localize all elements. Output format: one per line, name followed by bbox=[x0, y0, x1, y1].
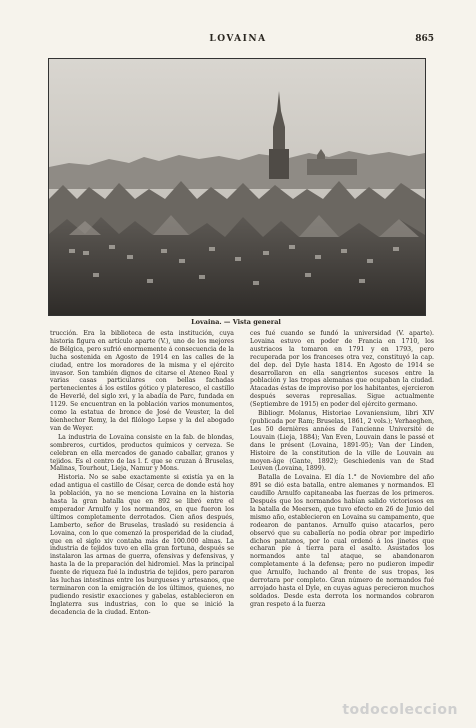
page-number: 865 bbox=[415, 34, 434, 44]
city-photograph bbox=[48, 58, 426, 316]
watermark: todocoleccion bbox=[342, 702, 458, 718]
photo-caption: Lovaina. — Vista general bbox=[191, 318, 281, 326]
paragraph: trucción. Era la biblioteca de esta institución, cuya historia figura en artículo aparte (V.), uno de los mejores de Bélgica, pero sufrió enormemente á consecuencia de la lucha sostenida en Agosto de 1914 en las calles de la ciudad, entre los moradores de la misma y el ejército invasor. Son también dignos de citarse el Ateneo Real y varias casas particulares con bellas fachadas pertenecientes á los estilos gótico y plateresco, el castillo de Heverlé, del siglo xvi, y la abadía de Parc, fundada en 1129. Se encuentran en la población varios monumentos, como la estatua de bronce de José de Veuster, la del bienhechor Remy, la del filólogo Lepse y la del abogado van de Weyer. bbox=[50, 330, 234, 432]
running-header bbox=[42, 34, 434, 48]
running-title: LOVAINA bbox=[209, 34, 267, 44]
paragraph: Historia. No se sabe exactamente si existía ya en la edad antigua el castillo de César, cerca de donde está hoy la población, ya no se menciona Lovaina en la historia hasta la gran batalla que en 892 se libró entre el emperador Arnulfo y los normandos, en que fueron los últimos completamente derrotados. Cien años después, Lamberto, señor de Bruselas, trasladó su residencia á Lovaina, con lo que comenzó la prosperidad de la ciudad, que en el siglo xiv contaba más de 100.000 almas. La industria de tejidos tuvo en ella gran fortuna, después se instalaron las armas de guerra, ofensivas y defensivas, y hasta la de la preparación del hidromiel. Mas la principal fuente de riqueza fué la industria de tejidos, pero pararon las luchas intestinas entre los burgueses y artesanos, que terminaron con la emigración de los últimos, quienes, no pudiendo resistir exacciones y gabelas, establecieron en Inglaterra sus industrias, con lo que se inició la decadencia de la ciudad. Enton- bbox=[50, 474, 234, 616]
right-text-column bbox=[250, 330, 434, 610]
paragraph: La industria de Lovaina consiste en la fab. de blondas, sombreros, curtidos, productos químicos y cerveza. Se celebran en ella mercados de ganado caballar, granos y tejidos. Es el centro de las l. f. que se cruzan á Bruselas, Malinas, Tourhout, Lieja, Namur y Mons. bbox=[50, 433, 234, 473]
paragraph: ces fué cuando se fundó la universidad (V. aparte). Lovaina estuvo en poder de Francia en 1710, los austriacos la tomaron en 1791 y en 1793, pero recuperada por los franceses otra vez, constituyó la cap. del dep. del Dyle hasta 1814. En Agosto de 1914 se desarrollaron en ella sangrientos sucesos entre la población y las tropas alemanas que ocupaban la ciudad. Atacadas éstas de improviso por los habitantes, ejercieron después severas represalias. Sigue actualmente (Septiembre de 1915) en poder del ejército germano. bbox=[250, 330, 434, 409]
paragraph: Batalla de Lovaina. El día 1.° de Noviembre del año 891 se dió esta batalla, entre alemanes y normandos. El caudillo Arnulfo capitaneaba las fuerzas de los primeros. Después que los normandos habían salido victoriosos en la batalla de Meersen, que tuvo efecto en 26 de Junio del mismo año, establecieron en Lovaina su campamento, que rodearon de pantanos. Arnulfo quiso atacarlos, pero observó que su caballería no podía obrar por impedirlo dichos pantanos, por lo cual ordenó á los jinetes que echaran pie á tierra para el asalto. Asustados los normandos ante tal ataque, se abandonaron completamente á la defensa; pero no pudieron impedir que Arnulfo, luchando al frente de sus tropas, les derrotara por completo. Gran número de normandos fué arrojado hasta el Dyle, en cuyas aguas perecieron muchos soldados. Desde esta derrota los normandos cobraron gran respeto á la fuerza bbox=[250, 474, 434, 608]
city-panorama-illustration bbox=[49, 59, 425, 315]
left-text-column bbox=[50, 330, 234, 618]
paragraph: Bibliogr. Molanus, Historiae Lovaniensium, libri XIV (publicada por Ram; Bruselas, 1861, 2 vols.); Verhaeghen, Les 50 dernières années de l'ancienne Université de Louvain (Lieja, 1884); Van Even, Louvain dans le passé et dans le présent (Lovaina, 1891-95); Van der Linden, Histoire de la constitution de la ville de Louvain au moyen-âge (Gante, 1892); Geschiedenis van de Stad Leuven (Lovaina, 1899). bbox=[250, 410, 434, 473]
